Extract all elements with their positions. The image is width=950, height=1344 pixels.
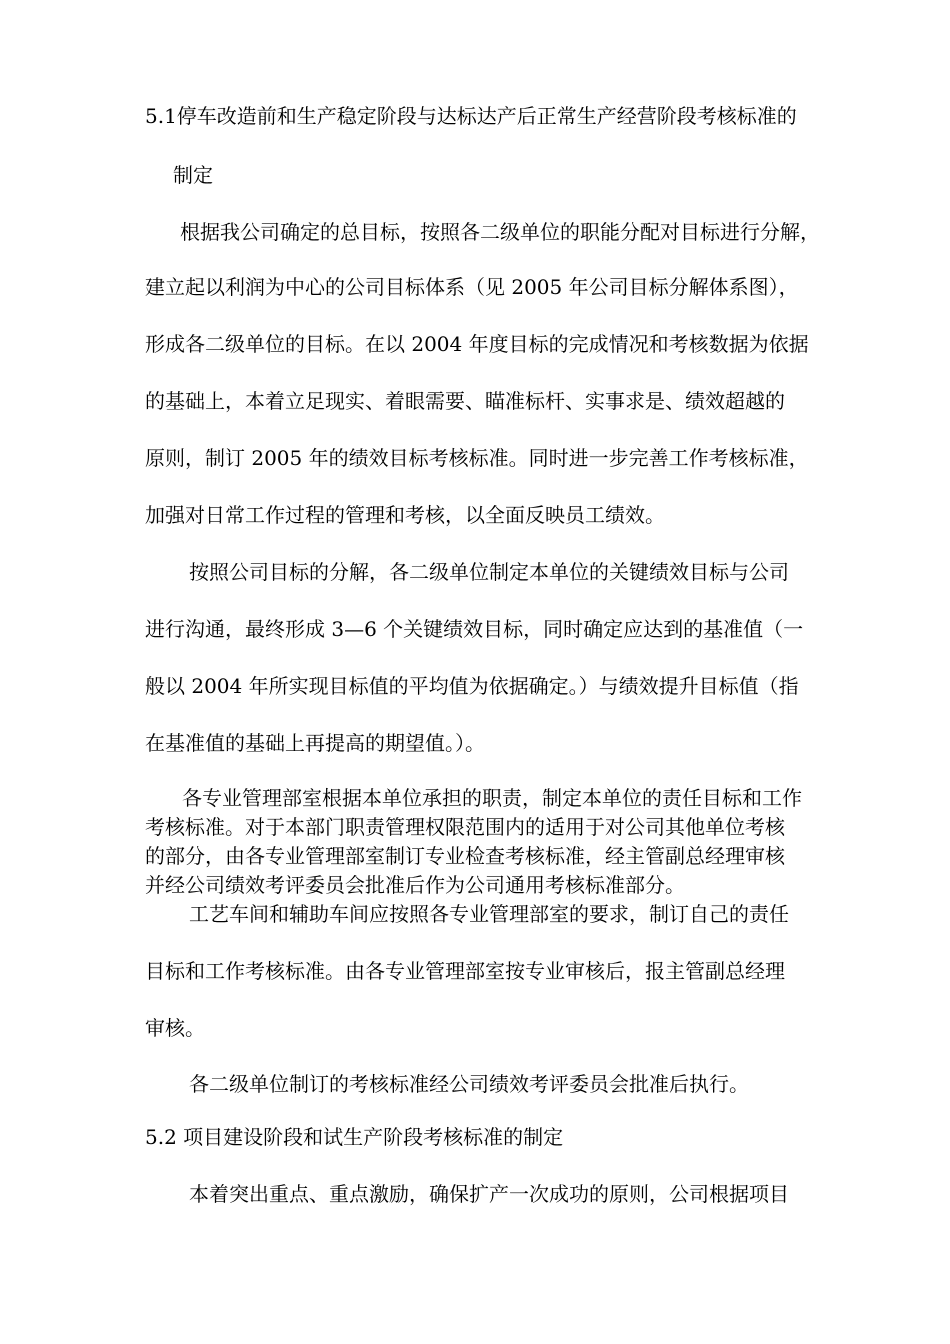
paragraph3-line: 并经公司绩效考评委员会批准后作为公司通用考核标准部分。 <box>145 873 685 897</box>
paragraph2-line: 按照公司目标的分解，各二级单位制定本单位的关键绩效目标与公司 <box>189 560 789 584</box>
paragraph5-line: 各二级单位制订的考核标准经公司绩效考评委员会批准后执行。 <box>189 1072 749 1096</box>
paragraph3-line: 考核标准。对于本部门职责管理权限范围内的适用于对公司其他单位考核 <box>145 815 785 839</box>
paragraph1-line: 建立起以利润为中心的公司目标体系（见 2005 年公司目标分解体系图）， <box>145 275 799 299</box>
paragraph1-line: 的基础上，本着立足现实、着眼需要、瞄准标杆、实事求是、绩效超越的 <box>145 389 785 413</box>
paragraph4-line: 审核。 <box>145 1016 205 1040</box>
paragraph1-line: 加强对日常工作过程的管理和考核，以全面反映员工绩效。 <box>145 503 665 527</box>
paragraph1-line: 根据我公司确定的总目标，按照各二级单位的职能分配对目标进行分解， <box>180 220 820 244</box>
section-5-1-heading-line1: 5.1停车改造前和生产稳定阶段与达标达产后正常生产经营阶段考核标准的 <box>145 104 797 128</box>
section-5-1-heading-line2: 制定 <box>173 163 213 187</box>
paragraph3-line: 的部分，由各专业管理部室制订专业检查考核标准，经主管副总经理审核 <box>145 844 785 868</box>
paragraph2-line: 般以 2004 年所实现目标值的平均值为依据确定。）与绩效提升目标值（指 <box>145 674 799 698</box>
paragraph4-line: 目标和工作考核标准。由各专业管理部室按专业审核后，报主管副总经理 <box>145 959 785 983</box>
paragraph1-line: 原则，制订 2005 年的绩效目标考核标准。同时进一步完善工作考核标准， <box>145 446 809 470</box>
section-5-2-heading: 5.2 项目建设阶段和试生产阶段考核标准的制定 <box>145 1125 564 1149</box>
paragraph4-line: 工艺车间和辅助车间应按照各专业管理部室的要求，制订自己的责任 <box>189 902 789 926</box>
paragraph3-line: 各专业管理部室根据本单位承担的职责，制定本单位的责任目标和工作 <box>182 786 802 810</box>
paragraph1-line: 形成各二级单位的目标。在以 2004 年度目标的完成情况和考核数据为依据 <box>145 332 809 356</box>
paragraph6-line: 本着突出重点、重点激励，确保扩产一次成功的原则，公司根据项目 <box>189 1182 789 1206</box>
paragraph2-line: 进行沟通，最终形成 3—6 个关键绩效目标，同时确定应达到的基准值（一 <box>145 617 804 641</box>
paragraph2-line: 在基准值的基础上再提高的期望值。）。 <box>145 731 485 755</box>
